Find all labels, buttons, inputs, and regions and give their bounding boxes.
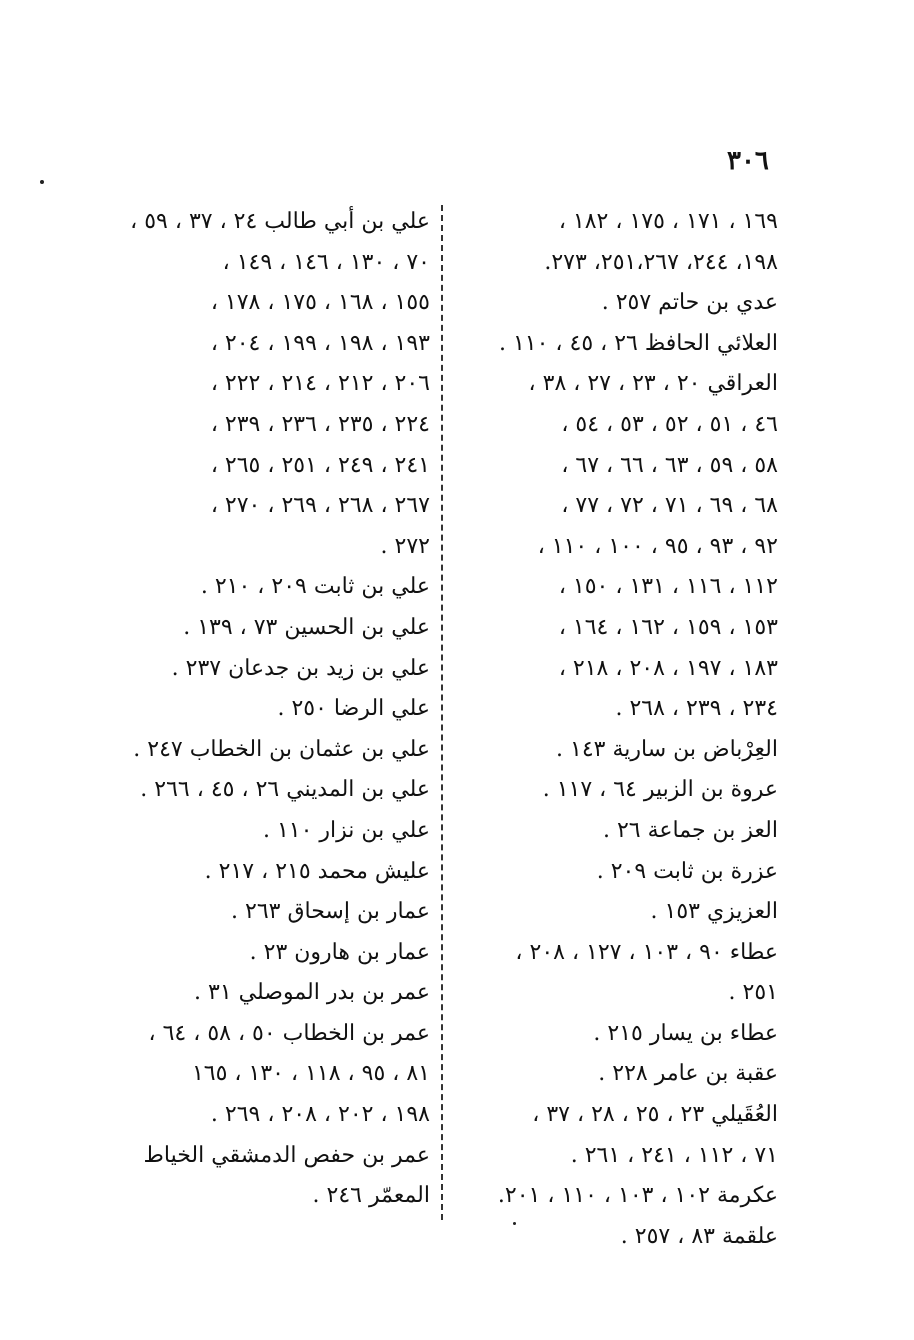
index-line: عكرمة ١٠٢ ، ١٠٣ ، ١١٠ ، ٢٠١.	[497, 1183, 778, 1209]
index-line: ٢٢٤ ، ٢٣٥ ، ٢٣٦ ، ٢٣٩ ،	[210, 411, 430, 437]
index-line: ١٨٣ ، ١٩٧ ، ٢٠٨ ، ٢١٨ ،	[558, 655, 778, 681]
index-line: ١٥٣ ، ١٥٩ ، ١٦٢ ، ١٦٤ ،	[558, 614, 778, 640]
index-line: ٥٨ ، ٥٩ ، ٦٣ ، ٦٦ ، ٦٧ ،	[561, 452, 778, 478]
index-line: عطاء ٩٠ ، ١٠٣ ، ١٢٧ ، ٢٠٨ ،	[515, 939, 778, 965]
index-line: عمر بن حفص الدمشقي الخياط	[143, 1142, 430, 1168]
index-line: العلائي الحافظ ٢٦ ، ٤٥ ، ١١٠ .	[498, 330, 778, 356]
index-line: ١١٢ ، ١١٦ ، ١٣١ ، ١٥٠ ،	[558, 574, 778, 600]
ink-speck	[40, 180, 44, 184]
index-line: ٢٥١ .	[728, 980, 778, 1006]
index-line: العِرْباض بن سارية ١٤٣ .	[556, 736, 778, 762]
index-line: علي بن المديني ٢٦ ، ٤٥ ، ٢٦٦ .	[140, 777, 430, 803]
index-line: ٢٦٧ ، ٢٦٨ ، ٢٦٩ ، ٢٧٠ ،	[210, 493, 430, 519]
index-line: ٨١ ، ٩٥ ، ١١٨ ، ١٣٠ ، ١٦٥	[191, 1061, 430, 1087]
index-line: ١٥٥ ، ١٦٨ ، ١٧٥ ، ١٧٨ ،	[210, 290, 430, 316]
index-line: ١٦٩ ، ١٧١ ، ١٧٥ ، ١٨٢ ،	[558, 209, 778, 234]
index-line: علي بن عثمان بن الخطاب ٢٤٧ .	[133, 736, 430, 762]
column-divider	[441, 205, 443, 1220]
index-column-right	[452, 202, 778, 1257]
index-line: ٢٧٢ .	[380, 533, 430, 559]
index-line: ٢٣٤ ، ٢٣٩ ، ٢٦٨ .	[615, 696, 778, 722]
index-line: عدي بن حاتم ٢٥٧ .	[601, 290, 778, 316]
index-line: عقبة بن عامر ٢٢٨ .	[598, 1061, 778, 1087]
index-line: ٧٠ ، ١٣٠ ، ١٤٦ ، ١٤٩ ،	[222, 249, 430, 275]
index-line: ٢٤١ ، ٢٤٩ ، ٢٥١ ، ٢٦٥ ،	[210, 452, 430, 478]
index-line: العراقي ٢٠ ، ٢٣ ، ٢٧ ، ٣٨ ،	[528, 371, 778, 397]
index-line: علي بن زيد بن جدعان ٢٣٧ .	[171, 655, 430, 681]
index-line: المعمّر ٢٤٦ .	[312, 1183, 430, 1209]
index-line: ٦٨ ، ٦٩ ، ٧١ ، ٧٢ ، ٧٧ ،	[561, 493, 778, 519]
index-line: علي بن الحسين ٧٣ ، ١٣٩ .	[183, 614, 430, 640]
index-line: ٤٦ ، ٥١ ، ٥٢ ، ٥٣ ، ٥٤ ،	[561, 411, 778, 437]
index-line: ١٩٨، ٢٤٤، ٢٥١،٢٦٧، ٢٧٣.	[544, 249, 778, 275]
index-line: عطاء بن يسار ٢١٥ .	[593, 1020, 778, 1046]
index-line: ٧١ ، ١١٢ ، ٢٤١ ، ٢٦١ .	[570, 1142, 778, 1168]
index-line: علي بن أبي طالب ٢٤ ، ٣٧ ، ٥٩ ،	[130, 209, 430, 234]
page-number: ٣٠٦	[727, 146, 769, 176]
index-line: ١٩٣ ، ١٩٨ ، ١٩٩ ، ٢٠٤ ،	[210, 330, 430, 356]
index-line: علي بن نزار ١١٠ .	[262, 817, 430, 843]
index-line: عمار بن إسحاق ٢٦٣ .	[231, 899, 430, 925]
index-line: علي الرضا ٢٥٠ .	[277, 696, 430, 722]
index-line: عروة بن الزبير ٦٤ ، ١١٧ .	[542, 777, 778, 803]
index-line: ١٩٨ ، ٢٠٢ ، ٢٠٨ ، ٢٦٩ .	[210, 1102, 430, 1128]
index-line: عمر بن الخطاب ٥٠ ، ٥٨ ، ٦٤ ،	[148, 1020, 430, 1046]
index-line: ٩٢ ، ٩٣ ، ٩٥ ، ١٠٠ ، ١١٠ ،	[537, 533, 778, 559]
ink-speck	[513, 1222, 516, 1225]
index-line: العُقَيلي ٢٣ ، ٢٥ ، ٢٨ ، ٣٧ ،	[532, 1102, 778, 1128]
index-line: عليش محمد ٢١٥ ، ٢١٧ .	[204, 858, 430, 884]
index-line: عمار بن هارون ٢٣ .	[249, 939, 430, 965]
index-line: عزرة بن ثابت ٢٠٩ .	[596, 858, 778, 884]
index-line: العز بن جماعة ٢٦ .	[602, 817, 778, 843]
index-line: علي بن ثابت ٢٠٩ ، ٢١٠ .	[200, 574, 430, 600]
index-line: ٢٠٦ ، ٢١٢ ، ٢١٤ ، ٢٢٢ ،	[210, 371, 430, 397]
index-column-left	[105, 202, 430, 1217]
index-line: عمر بن بدر الموصلي ٣١ .	[194, 980, 430, 1006]
index-line: علقمة ٨٣ ، ٢٥٧ .	[620, 1223, 778, 1249]
index-line: العزيزي ١٥٣ .	[650, 899, 778, 925]
